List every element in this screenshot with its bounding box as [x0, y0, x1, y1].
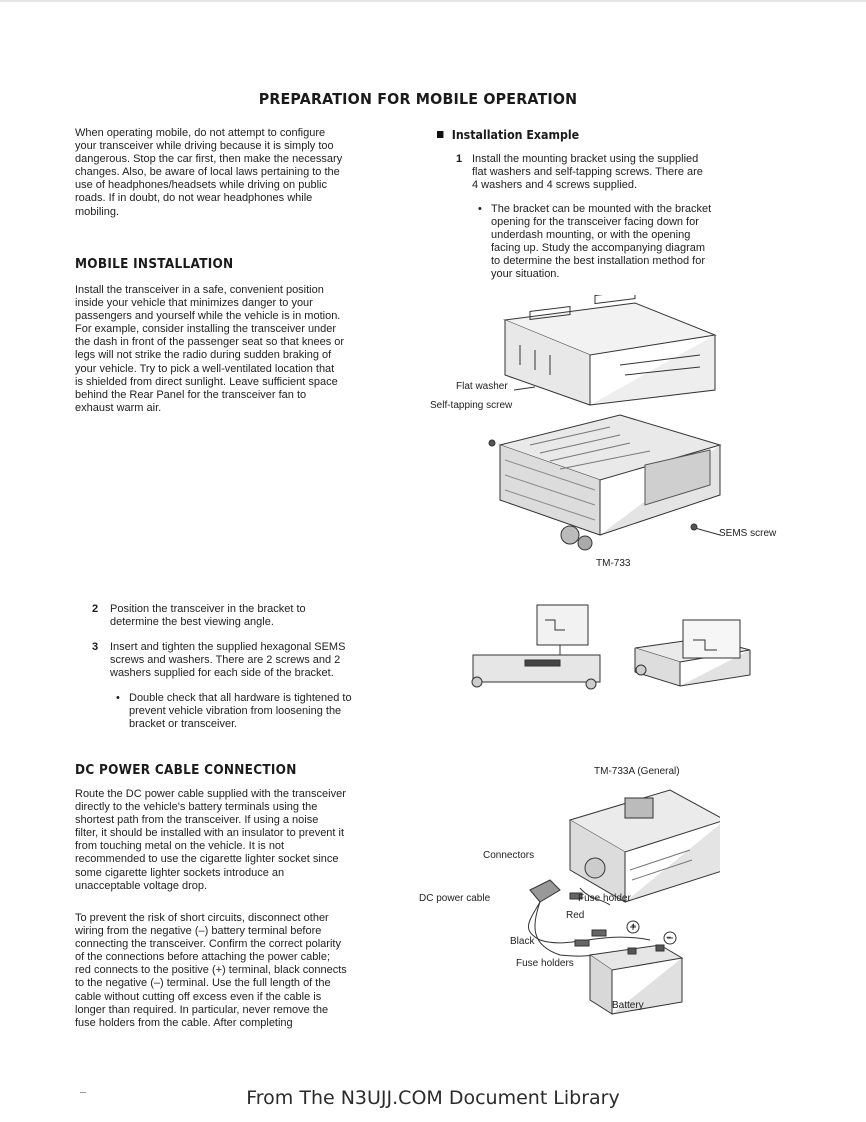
black-wire-label: Black	[510, 936, 535, 947]
installation-example-heading	[437, 128, 579, 142]
step-3-bullet-text: Double check that all hardware is tightened to prevent vehicle vibration from loosening the bracket or transceiver.	[129, 692, 352, 731]
dc-power-paragraph-1: Route the DC power cable supplied with the transceiver directly to the vehicle's battery terminals using the shortest path from the transceiver. If using a noise filter, it should be installed with an insulator to prevent it from touching metal on the vehicle. It is not recommended to use the cigarette lighter socket since some cigarette lighter sockets introduce an unacceptable voltage drop.	[75, 788, 346, 892]
fuse-holder-label: Fuse holder	[578, 893, 631, 904]
figure-1-caption: TM-733	[596, 558, 631, 569]
fuse-holders-label: Fuse holders	[516, 958, 574, 969]
sems-screw-label: SEMS screw	[719, 528, 777, 539]
step-2-text: Position the transceiver in the bracket to determine the best viewing angle.	[110, 603, 306, 629]
step-3-number: 3	[92, 641, 99, 653]
step-3-bullet-mark: •	[116, 692, 120, 704]
page-title: PREPARATION FOR MOBILE OPERATION	[258, 90, 578, 108]
red-wire-label: Red	[566, 910, 585, 921]
battery-label: Battery	[612, 1000, 644, 1011]
step-1-text: Install the mounting bracket using the supplied flat washers and self-tapping screws. There are 4 washers and 4 screws supplied.	[472, 153, 703, 192]
step-3-text: Insert and tighten the supplied hexagonal SEMS screws and washers. There are 2 screws and 2 washers supplied for each side of the bracket.	[110, 641, 346, 680]
flat-washer-label: Flat washer	[456, 381, 508, 392]
mobile-installation-heading: MOBILE INSTALLATION	[75, 257, 234, 272]
dc-power-paragraph-2: To prevent the risk of short circuits, disconnect other wiring from the negative (–) battery terminal before connecting the transceiver. Confirm the correct polarity of the connections before attaching the power cable; red connects to the positive (+) terminal, black connects to the negative (–) terminal. Use the full length of the cable without cutting off excess even if the cable is longer than required. In particular, never remove the fuse holders from the cable. After completing	[75, 912, 347, 1029]
step-1-number: 1	[456, 153, 463, 165]
square-bullet-icon	[437, 131, 443, 138]
battery-minus-symbol: −	[666, 932, 672, 942]
step-1-bullet-text: The bracket can be mounted with the bracket opening for the transceiver facing down for underdash mounting, or with the opening facing up. Study the accompanying diagram to determine the best installation method for your situation.	[491, 203, 712, 281]
step-2-number: 2	[92, 603, 99, 615]
mobile-installation-paragraph: Install the transceiver in a safe, convenient position inside your vehicle that minimizes danger to your passengers and yourself while the vehicle is in motion. For example, consider installing the transceiver under the dash in front of the passenger seat so that knees or legs will not strike the radio during sudden braking of your vehicle. Try to pick a well-ventilated location that is shielded from direct sunlight. Leave sufficient space behind the Rear Panel for the transceiver fan to exhaust warm air.	[75, 284, 345, 414]
top-border	[0, 0, 866, 2]
dc-power-cable-label: DC power cable	[419, 893, 491, 904]
step-1-bullet-mark: •	[478, 203, 482, 215]
connectors-label: Connectors	[483, 850, 535, 861]
self-tapping-screw-label: Self-tapping screw	[430, 400, 513, 411]
bracket-positioning-figure	[465, 600, 785, 695]
intro-paragraph: When operating mobile, do not attempt to configure your transceiver while driving because it is simply too dangerous. Stop the car first, then make the necessary changes. Also, be aware of local laws pertaining to the use of headphones/headsets while driving on public roads. If in doubt, do not wear headphones while mobiling.	[75, 127, 343, 218]
footer-credit: From The N3UJJ.COM Document Library	[246, 1087, 620, 1109]
dc-power-heading: DC POWER CABLE CONNECTION	[75, 763, 297, 778]
installation-example-title: Installation Example	[451, 128, 580, 142]
figure-3-caption: TM-733A (General)	[594, 766, 680, 777]
battery-plus-symbol: +	[631, 921, 637, 931]
